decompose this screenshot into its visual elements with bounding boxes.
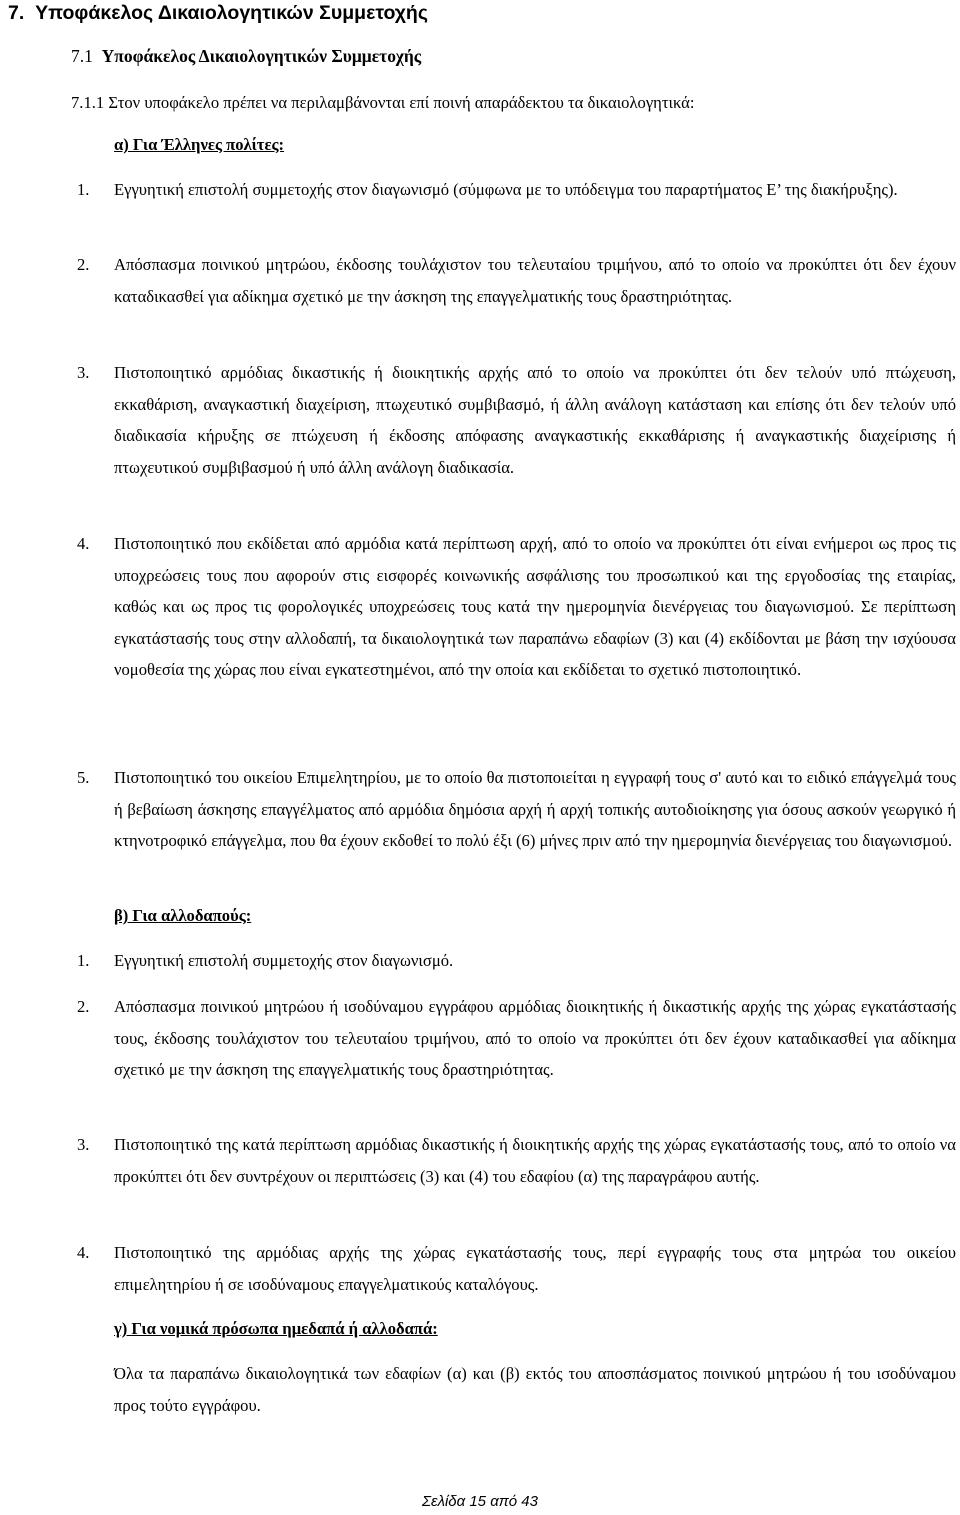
list-item-number: 2. [77,997,90,1016]
section-heading [8,0,428,26]
list-item [77,528,956,686]
list-item [77,1237,956,1300]
list-item-number: 4. [77,1243,90,1262]
list-item [77,762,956,857]
list-item-number: 1. [77,180,90,199]
list-item-text: Πιστοποιητικό της αρμόδιας αρχής της χώρας εγκατάστασής τους, περί εγγραφής τους στα μητρώα του οικείου επιμελητηρίου ή σε ισοδύναμους επαγγελματικούς καταλόγους. [114,1243,956,1294]
subsection-number: 7.1 [71,46,93,66]
section-number: 7. [8,2,25,24]
list-item-number: 3. [77,1135,90,1154]
list-item-text: Πιστοποιητικό του οικείου Επιμελητηρίου, με το οποίο θα πιστοποιείται η εγγραφή τους σ' αυτό και το ειδικό επάγγελμά τους ή βεβαίωση άσκησης επαγγέλματος από αρμόδια δημόσια αρχή ή αρχή τοπικής αυτοδιοίκησης για όσους ασκούν γεωργικό ή κτηνοτροφικό επάγγελμα, που θα έχουν εκδοθεί το πολύ έξι (6) μήνες πριν από την ημερομηνία διενέργειας του διαγωνισμού. [114,768,956,850]
clause-heading [71,91,695,115]
list-item-number: 3. [77,363,90,382]
section-title: Υποφάκελος Δικαιολογητικών Συμμετοχής [35,2,428,24]
list-item [77,991,956,1086]
list-item-number: 2. [77,255,90,274]
list-item [77,357,956,483]
subsection-title: Υποφάκελος Δικαιολογητικών Συμμετοχής [101,46,422,66]
group-c-heading: γ) Για νομικά πρόσωπα ημεδαπά ή αλλοδαπά: [114,1319,438,1338]
list-item-text: Πιστοποιητικό αρμόδιας δικαστικής ή διοικητικής αρχής από το οποίο να προκύπτει ότι δεν τελούν υπό πτώχευση, εκκαθάριση, αναγκαστική διαχείριση, πτωχευτικό συμβιβασμό, ή άλλη ανάλογη κατάσταση και επίσης ότι δεν τελούν υπό διαδικασία κήρυξης σε πτώχευση ή έκδοσης απόφασης αναγκαστικής εκκαθάρισης ή αναγκαστικής διαχείρισης ή πτωχευτικού συμβιβασμού ή υπό άλλη ανάλογη διαδικασία. [114,363,956,477]
list-item-number: 5. [77,768,90,787]
group-a-heading: α) Για Έλληνες πολίτες: [114,135,285,154]
list-item-text: Εγγυητική επιστολή συμμετοχής στον διαγωνισμό (σύμφωνα με το υπόδειγμα του παραρτήματος Ε’ της διακήρυξης). [114,180,898,199]
list-item [77,249,956,312]
list-item [77,1129,956,1192]
clause-text: Στον υποφάκελο πρέπει να περιλαμβάνονται επί ποινή απαράδεκτου τα δικαιολογητικά: [108,93,695,112]
list-item [77,174,956,206]
list-item-text: Πιστοποιητικό που εκδίδεται από αρμόδια κατά περίπτωση αρχή, από το οποίο να προκύπτει ότι είναι ενήμεροι ως προς τις υποχρεώσεις τους που αφορούν στις εισφορές κοινωνικής ασφάλισης του προσωπικού και της εργοδοσίας της εταιρίας, καθώς και ως προς τις φορολογικές υποχρεώσεις τους κατά την ημερομηνία διενέργειας του διαγωνισμού. Σε περίπτωση εγκατάστασής τους στην αλλοδαπή, τα δικαιολογητικά των παραπάνω εδαφίων (3) και (4) εκδίδονται με βάση την ισχύουσα νομοθεσία της χώρας που είναι εγκατεστημένοι, από την οποία και εκδίδεται το σχετικό πιστοποιητικό. [114,534,956,679]
page-number-footer: Σελίδα 15 από 43 [421,1493,538,1510]
list-item [77,945,956,977]
list-item-number: 4. [77,534,90,553]
list-item-text: Πιστοποιητικό της κατά περίπτωση αρμόδιας δικαστικής ή διοικητικής αρχής της χώρας εγκατάστασής τους, από το οποίο να προκύπτει ότι δεν συντρέχουν οι περιπτώσεις (3) και (4) του εδαφίου (α) της παραγράφου αυτής. [114,1135,956,1186]
list-item-text: Απόσπασμα ποινικού μητρώου ή ισοδύναμου εγγράφου αρμόδιας διοικητικής ή δικαστικής αρχής της χώρας εγκατάστασής τους, έκδοσης τουλάχιστον του τελευταίου τριμήνου, από το οποίο να προκύπτει ότι δεν έχουν καταδικασθεί για αδίκημα σχετικό με την άσκηση της επαγγελματικής τους δραστηριότητας. [114,997,956,1079]
group-c-paragraph: Όλα τα παραπάνω δικαιολογητικά των εδαφίων (α) και (β) εκτός του αποσπάσματος ποινικού μητρώου ή του ισοδύναμου προς τούτο εγγράφου. [114,1364,956,1415]
clause-number: 7.1.1 [71,93,105,112]
list-item-text: Απόσπασμα ποινικού μητρώου, έκδοσης τουλάχιστον του τελευταίου τριμήνου, από το οποίο να προκύπτει ότι δεν έχουν καταδικασθεί για αδίκημα σχετικό με την άσκηση της επαγγελματικής τους δραστηριότητας. [114,255,956,306]
list-item-text: Εγγυητική επιστολή συμμετοχής στον διαγωνισμό. [114,951,454,970]
group-b-heading: β) Για αλλοδαπούς: [114,906,252,925]
subsection-heading [71,43,421,69]
list-item-number: 1. [77,951,90,970]
